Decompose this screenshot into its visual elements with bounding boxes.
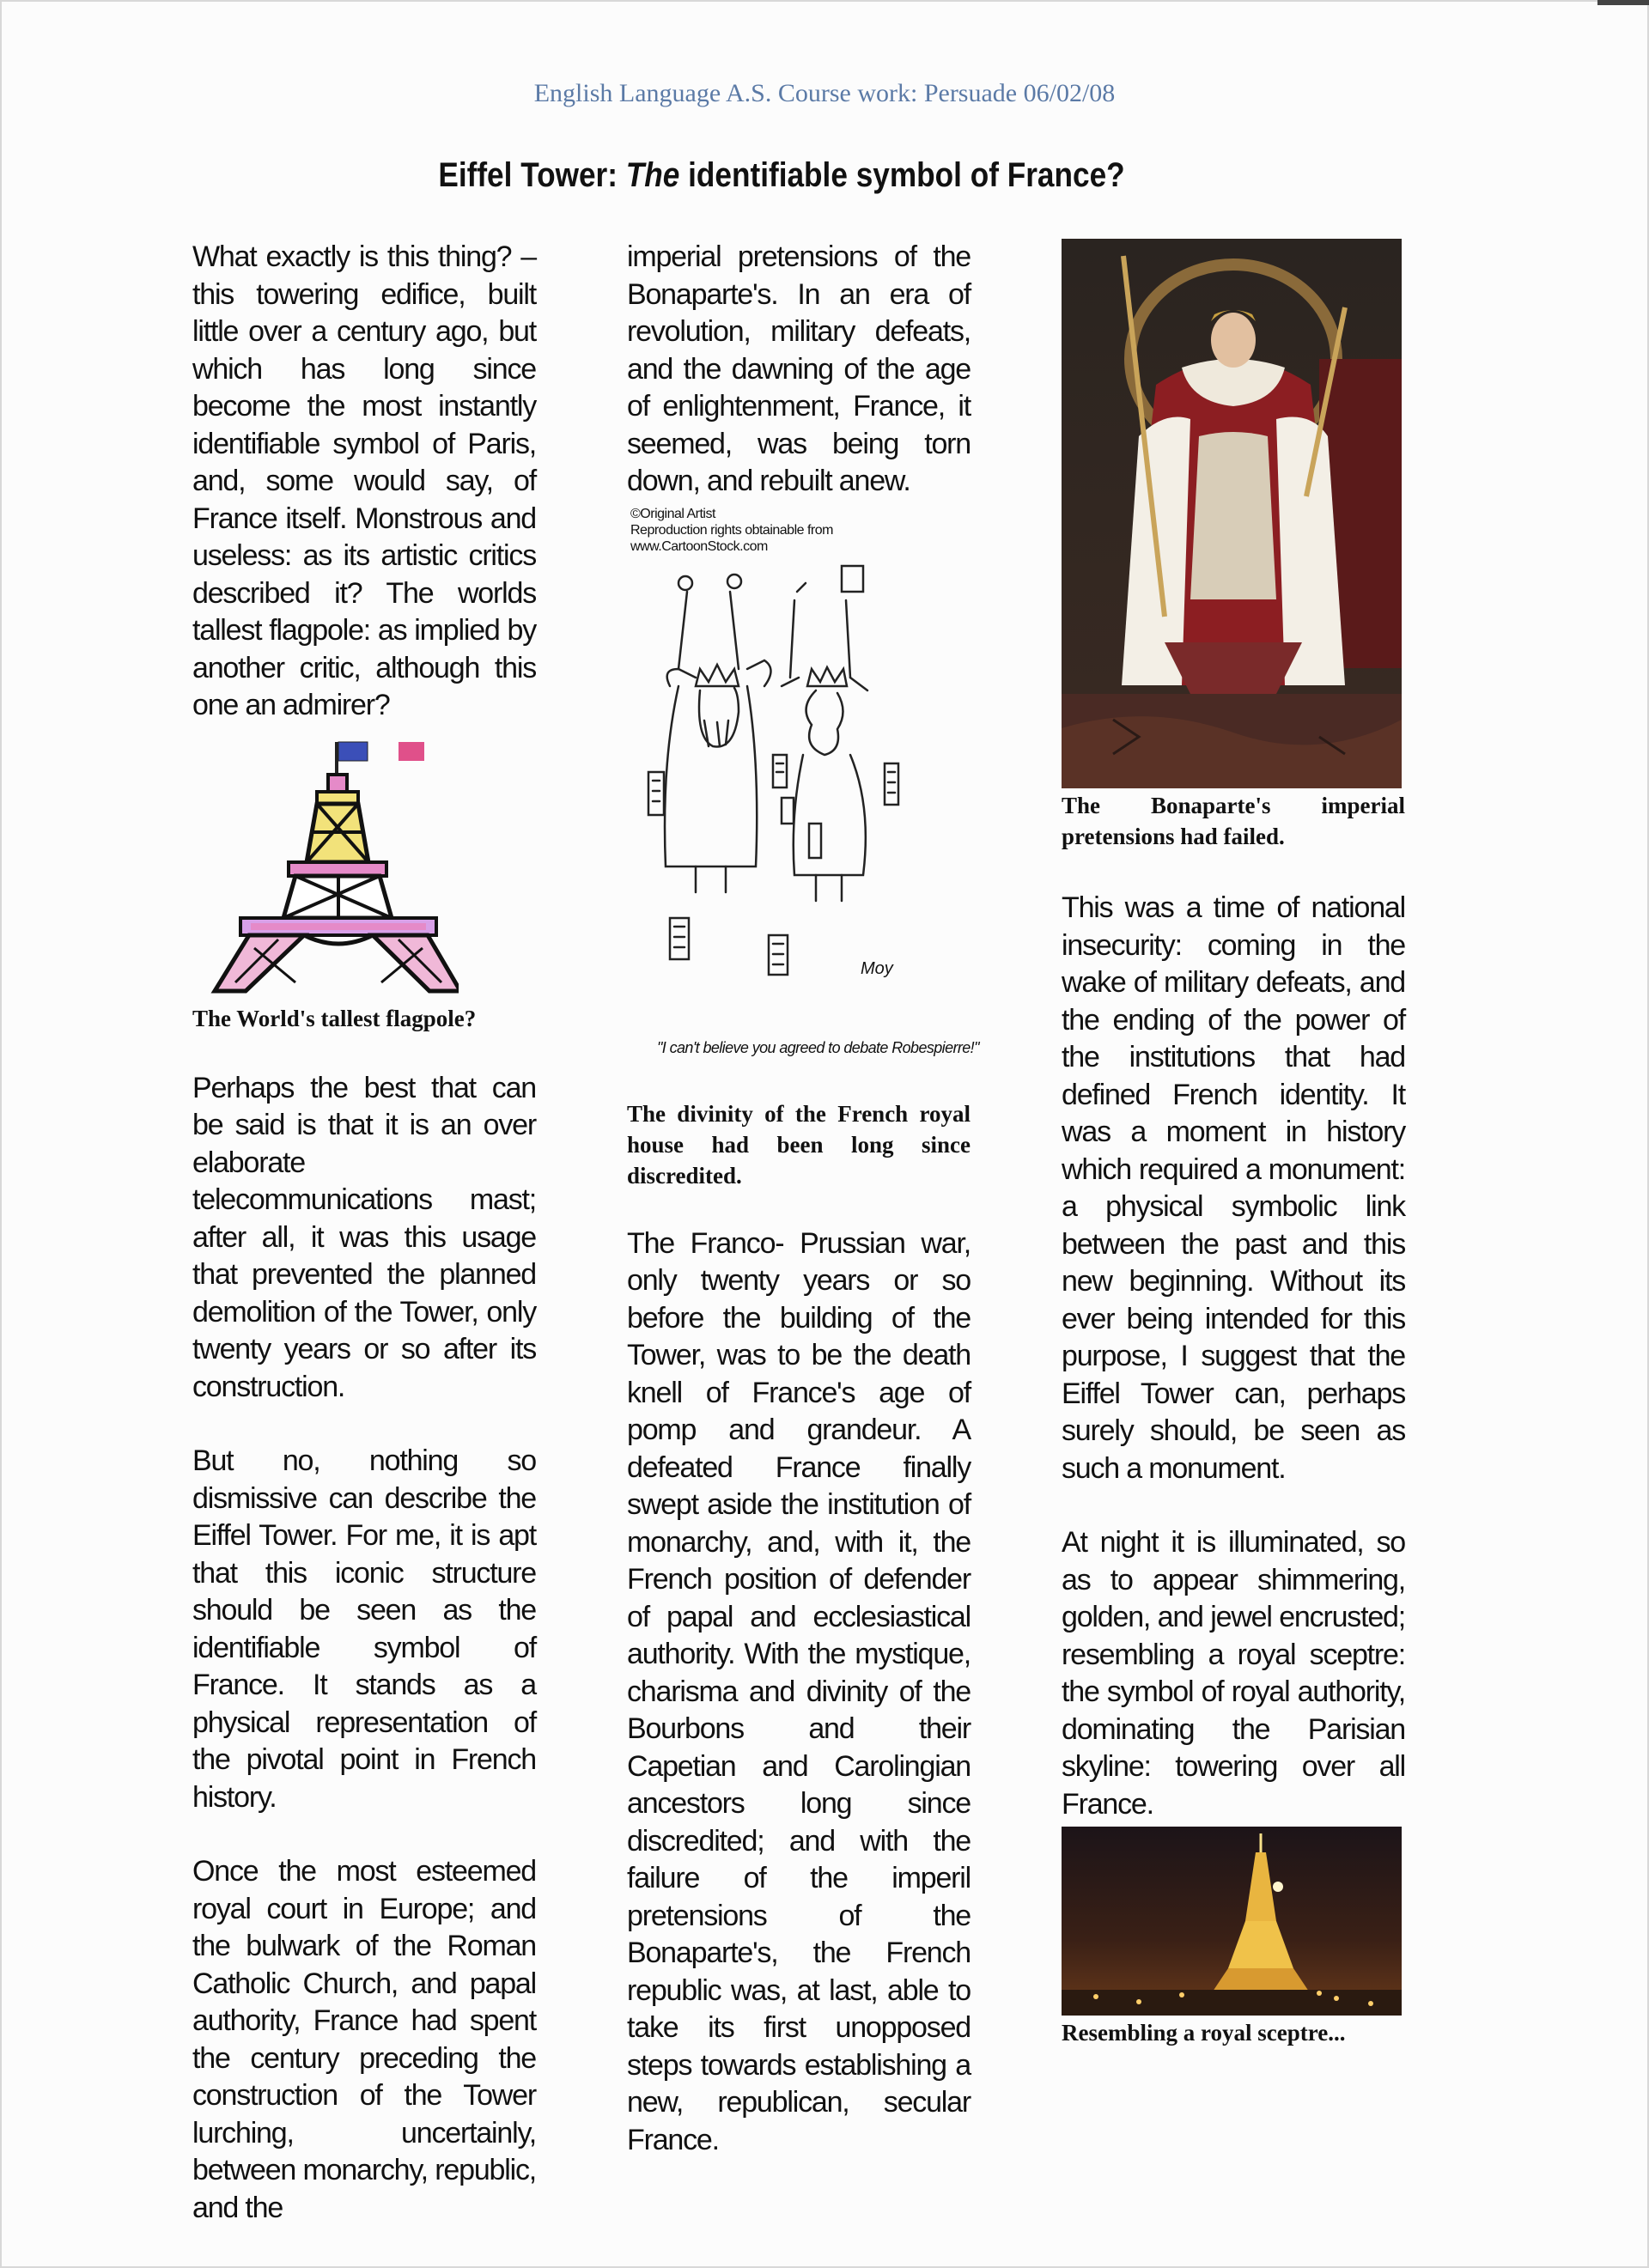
col3-image-caption-2: Resembling a royal sceptre...	[1062, 2020, 1346, 2046]
cartoon-eiffel-tower-image	[210, 733, 459, 1000]
col1-paragraph-2: Perhaps the best that can be said is that it is an over elaborate telecommunications mast; after all, it was this usage that prevented the planned demolition of the Tower, only twenty years or so after its construction.	[192, 1071, 536, 1403]
column-1	[192, 239, 536, 2227]
cartoon-kings-drawing	[627, 540, 971, 1021]
cartoon-quote: "I can't believe you agreed to debate Robespierre!"	[657, 1038, 979, 1056]
revolution-cartoon	[627, 506, 979, 1056]
col2-paragraph-2: The Franco- Prussian war, only twenty years or so before the building of the Tower, was to be the death knell of France's age of pomp and grandeur. A defeated France finally swept aside the institution of monarchy, and, with it, the French position of defender of papal and ecclesiastical authority. With the mystique, charisma and divinity of the Bourbons and their Capetian and Carolingian ancestors long since discredited; and with the failure of the imperil pretensions of the Bonaparte's, the French republic was, at last, able to take its first unopposed steps towards establishing a new, republican, secular France.	[627, 1226, 971, 2156]
cartoon-credit: ©Original Artist Reproduction rights obtainable from www.CartoonStock.com	[630, 506, 833, 554]
column-3	[1062, 239, 1405, 2048]
eiffel-tower-night-photo	[1062, 1827, 1402, 2016]
col3-paragraph-2: At night it is illuminated, so as to appear shimmering, golden, and jewel encrusted; resembling a royal sceptre: the symbol of royal authority, dominating the Parisian skyline: towering over all France.	[1062, 1526, 1405, 1821]
cartoon-signature: Moy	[861, 958, 893, 978]
column-2	[627, 239, 979, 2159]
col1-paragraph-3: But no, nothing so dismissive can describe the Eiffel Tower. For me, it is apt that this iconic structure should be seen as the identifiable symbol of France. It stands as a physical representation of the pivotal point in French history.	[192, 1444, 536, 1814]
col2-paragraph-1: imperial pretensions of the Bonaparte's. In an era of revolution, military defeats, and the dawning of the age of enlightenment, France, it seemed, was being torn down, and rebuilt anew.	[627, 240, 971, 497]
napoleon-portrait-image	[1062, 239, 1402, 788]
col2-image-caption: The divinity of the French royal house had been long since discredited.	[627, 1100, 971, 1189]
scan-corner-mark	[1597, 0, 1649, 5]
document-header: English Language A.S. Course work: Persuade 06/02/08	[533, 79, 1116, 107]
col3-paragraph-1: This was a time of national insecurity: coming in the wake of military defeats, and the ending of the power of the institutions that had defined French identity. It was a moment in history which required a monument: a physical symbolic link between the past and this new beginning. Without its ever being intended for this purpose, I suggest that the Eiffel Tower can, perhaps surely should, be seen as such a monument.	[1062, 891, 1405, 1485]
col1-paragraph-1: What exactly is this thing? – this towering edifice, built little over a century ago, but which has long since become the most instantly identifiable symbol of Paris, and, some would say, of France itself. Monstrous and useless: as its artistic critics described it? The worlds tallest flagpole: as implied by another critic, although this one an admirer?	[192, 240, 536, 721]
page-title: Eiffel Tower: The identifiable symbol of France?	[438, 156, 1125, 194]
col3-image-caption-1: The Bonaparte's imperial pretensions had failed.	[1062, 793, 1405, 849]
flag-blue	[338, 742, 368, 761]
col1-image-caption: The World's tallest flagpole?	[192, 1005, 477, 1031]
col1-paragraph-4: Once the most esteemed royal court in Europe; and the bulwark of the Roman Catholic Church, and papal authority, France had spent the century preceding the construction of the Tower lurching, uncertainly, between monarchy, republic, and the	[192, 1855, 536, 2224]
flag-pink	[399, 742, 424, 761]
